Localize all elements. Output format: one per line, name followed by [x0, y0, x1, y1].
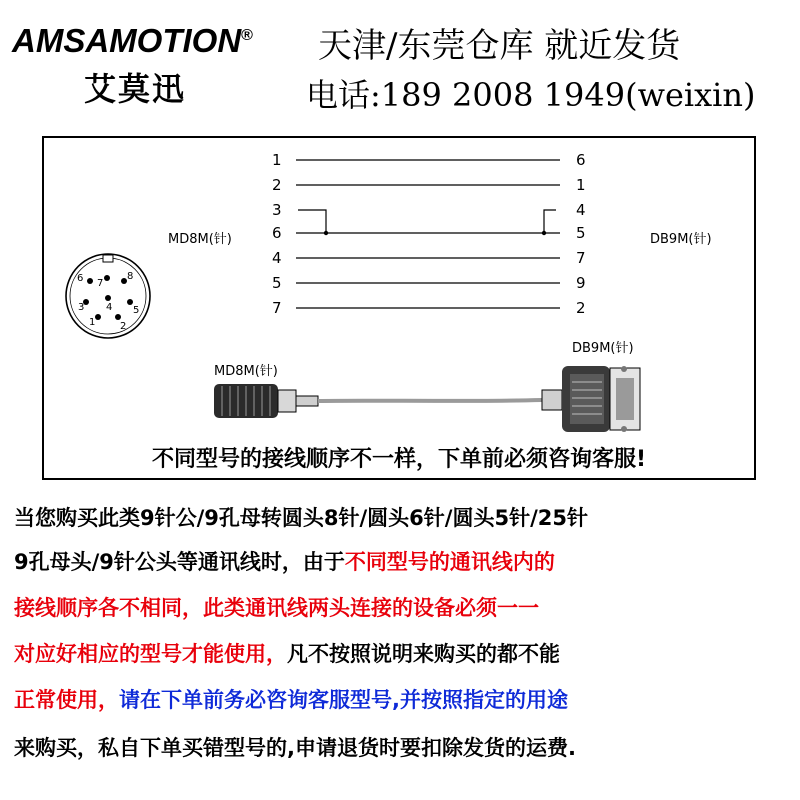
md8m-plug-icon	[214, 384, 318, 418]
left-pin-7: 7	[272, 299, 282, 317]
pinout-label-3: 3	[78, 302, 85, 313]
pinout-label-2: 2	[120, 321, 127, 332]
right-pin-1: 1	[576, 176, 586, 194]
left-pin-6: 6	[272, 224, 282, 242]
wiring-diagram-panel	[42, 136, 756, 480]
junction-dot-left	[324, 231, 328, 235]
left-pin-5: 5	[272, 274, 282, 292]
right-pin-7: 7	[576, 249, 586, 267]
notice-line-4	[14, 638, 560, 668]
left-pin-4: 4	[272, 249, 282, 267]
registered-mark: ®	[241, 27, 253, 44]
wiring-diagram	[44, 138, 758, 438]
brand-name-cn: 艾莫迅	[84, 70, 187, 108]
notice-line-5-red: 正常使用，	[14, 688, 119, 712]
left-pin-1: 1	[272, 151, 282, 169]
notice-line-6: 来购买，私自下单买错型号的,申请退货时要扣除发货的运费.	[14, 736, 576, 760]
bridge-right-4-5	[544, 210, 556, 233]
pinout-label-6: 6	[77, 273, 84, 284]
header	[0, 0, 800, 118]
notice-line-5-blue: 请在下单前务必咨询客服型号,并按照指定的用途	[119, 688, 568, 712]
left-pin-3: 3	[272, 201, 282, 219]
notice-line-1: 当您购买此类9针公/9孔母转圆头8针/圆头6针/圆头5针/25针	[14, 506, 588, 530]
notice-line-5	[14, 684, 568, 714]
cable-line	[318, 400, 542, 401]
cable-right-label: DB9M(针)	[572, 341, 634, 356]
notice-line-3: 接线顺序各不相同，此类通讯线两头连接的设备必须一一	[14, 596, 539, 620]
right-pin-9: 9	[576, 274, 586, 292]
left-connector-label: MD8M(针)	[168, 232, 232, 247]
phone-line: 电话:189 2008 1949(weixin)	[306, 76, 756, 114]
left-pin-2: 2	[272, 176, 282, 194]
bridge-left-3-6	[298, 210, 326, 233]
right-pin-2: 2	[576, 299, 586, 317]
brand-logo	[12, 22, 253, 60]
cable-left-label: MD8M(针)	[214, 364, 278, 379]
junction-dot-right	[542, 231, 546, 235]
notice-line-4-black: 凡不按照说明来购买的都不能	[287, 642, 560, 666]
pinout-label-5: 5	[133, 305, 140, 316]
right-pin-5: 5	[576, 224, 586, 242]
pinout-label-4: 4	[106, 302, 113, 313]
notice-line-2-red: 不同型号的通讯线内的	[344, 550, 555, 574]
right-pin-6: 6	[576, 151, 586, 169]
right-connector-label: DB9M(针)	[650, 232, 712, 247]
mini-din-pinout-icon	[66, 254, 150, 338]
warehouse-shipping-line: 天津/东莞仓库 就近发货	[318, 26, 681, 66]
notice-line-2-black: 9孔母头/9针公头等通讯线时，由于	[14, 550, 345, 574]
pinout-label-1: 1	[89, 317, 96, 328]
pinout-label-7: 7	[97, 278, 104, 289]
pinout-label-8: 8	[127, 271, 134, 282]
db9m-plug-icon	[542, 366, 640, 432]
right-pin-4: 4	[576, 201, 586, 219]
wiring-order-notice: 不同型号的接线顺序不一样，下单前必须咨询客服!	[151, 447, 647, 472]
notice-line-4-red: 对应好相应的型号才能使用，	[14, 642, 287, 666]
brand-name-en: AMSAMOTION	[12, 22, 242, 59]
notice-line-2	[14, 546, 555, 576]
